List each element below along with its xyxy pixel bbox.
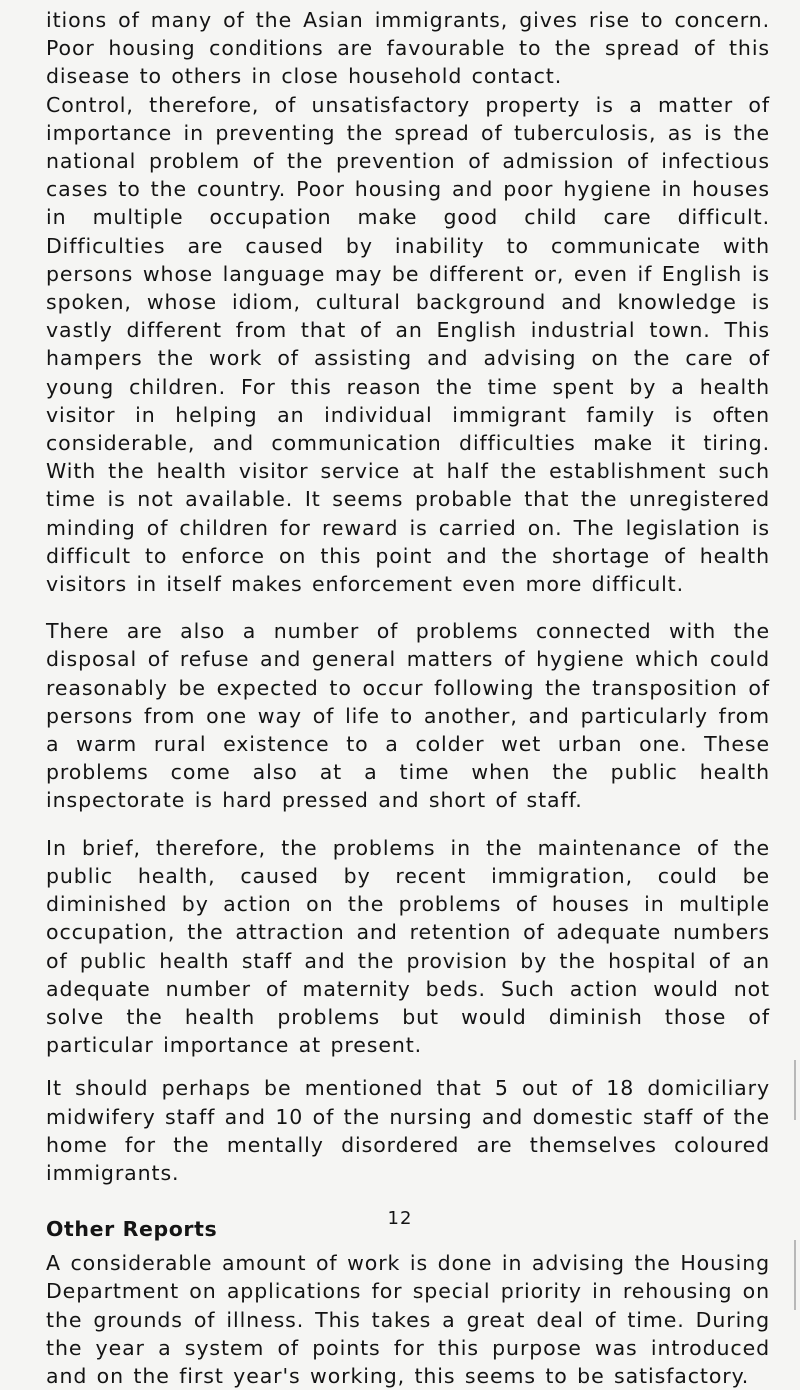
paragraph-1: itions of many of the Asian immigrants, gives rise to concern. Poor housing conditions are favourable to the spread of this disease to others in close household contact. — [46, 8, 770, 89]
document-page — [46, 6, 770, 1390]
paragraph-4: In brief, therefore, the problems in the maintenance of the public health, caused by recent immigration, could be diminished by action on the problems of houses in multiple occupation, the attraction and retention of adequate numbers of public health staff and the provision by the hospital of an adequate number of maternity beds. Such action would not solve the health problems but would diminish those of particular importance at present. — [46, 835, 770, 1058]
paragraph-3: There are also a number of problems connected with the disposal of refuse and general matters of hygiene which could reasonably be expected to occur following the transposition of persons from one way of life to another, and particularly from a warm rural existence to a colder wet urban one. These problems come also at a time when the public health inspectorate is hard pressed and short of staff. — [46, 619, 770, 813]
page-number: 12 — [387, 1208, 413, 1229]
section-paragraph: A considerable amount of work is done in advising the Housing Department on applications for special priority in rehousing on the grounds of illness. This takes a great deal of time. During the year a system of points for this purpose was introduced and on the first year's working, this seems to be satisfactory. — [46, 1251, 770, 1388]
section-heading: Other Reports — [46, 1217, 218, 1242]
scan-edge-mark-lower — [794, 1240, 796, 1310]
paragraph-5: It should perhaps be mentioned that 5 out of 18 domiciliary midwifery staff and 10 of the nursing and domestic staff of the home for the mentally disordered are themselves coloured immigrants. — [46, 1076, 770, 1185]
paragraph-2: Control, therefore, of unsatisfactory property is a matter of importance in preventing the spread of tuberculosis, as is the national problem of the prevention of admission of infectious cases to the country. Poor housing and poor hygiene in houses in multiple occupation make good child care difficult. Difficulties are caused by inability to communicate with persons whose language may be different or, even if English is spoken, whose idiom, cultural background and knowledge is vastly different from that of an English industrial town. This hampers the work of assisting and advising on the care of young children. For this reason the time spent by a health visitor in helping an individual immigrant family is often considerable, and communication difficulties make it tiring. With the health visitor service at half the establishment such time is not available. It seems probable that the unregistered minding of children for reward is carried on. The legislation is difficult to enforce on this point and the shortage of health visitors in itself makes enforcement even more difficult. — [46, 92, 770, 597]
scan-edge-mark — [794, 1060, 796, 1120]
